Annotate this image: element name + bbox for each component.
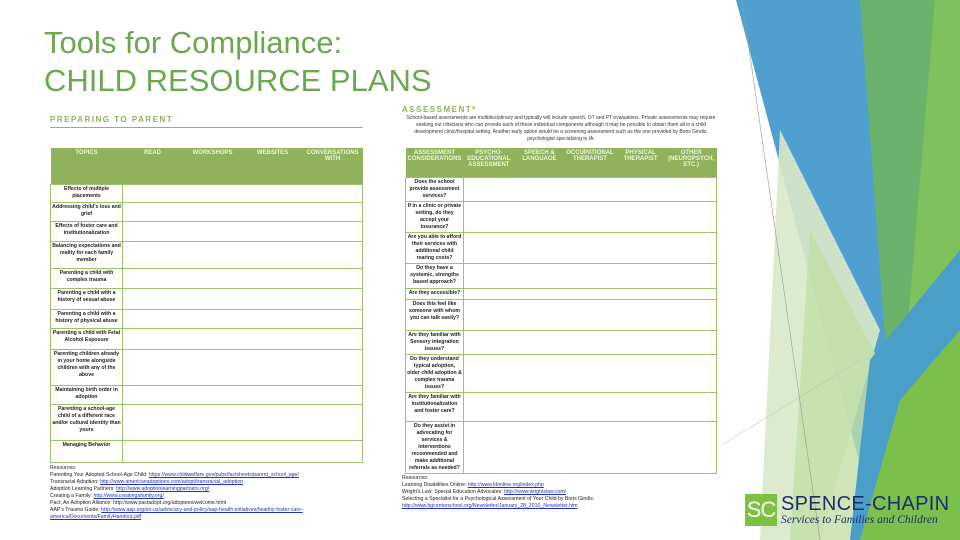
resource-label: AAP's Trauma Guide: bbox=[50, 507, 102, 513]
row-label: Maintaining birth order in adoption bbox=[51, 385, 123, 404]
table-row bbox=[51, 349, 363, 385]
table-row bbox=[406, 288, 717, 299]
table-row bbox=[51, 288, 363, 309]
resource-label: Learning Disabilities Online: bbox=[402, 482, 468, 488]
column-header: OTHER (NEUROPSYCH, ETC.) bbox=[666, 148, 717, 177]
column-header: PSYCHO-EDUCATIONAL ASSESSMENT bbox=[464, 148, 515, 177]
empty-cells[interactable] bbox=[123, 221, 363, 241]
resource-label: Selecting a Specialist for a Psychological Assessment of Your Child by Boris Gindis: bbox=[402, 496, 595, 502]
table-row bbox=[51, 241, 363, 268]
resource-link[interactable]: http://www.adoptionlearningpartners.org/ bbox=[116, 486, 210, 492]
table-row bbox=[406, 299, 717, 330]
row-label: Are they familiar with Sensory integration issues? bbox=[406, 330, 464, 354]
assessment-heading: ASSESSMENT* bbox=[402, 105, 477, 114]
title-line-1: Tools for Compliance: bbox=[44, 25, 343, 60]
resource-link[interactable]: http://www.bgcenterschool.org/Newsletter/January_28_2010_Newsletter.htm bbox=[402, 503, 578, 509]
resource-item bbox=[50, 479, 320, 486]
table-row bbox=[51, 184, 363, 202]
resource-label: Transracial Adoption: bbox=[50, 479, 100, 485]
empty-cells[interactable] bbox=[123, 404, 363, 440]
row-label: Are they accessible? bbox=[406, 288, 464, 299]
resource-item bbox=[402, 482, 702, 489]
preparing-table bbox=[50, 148, 363, 463]
row-label: Managing Behavior bbox=[51, 440, 123, 462]
row-label: Effects of foster care and institutionalization bbox=[51, 221, 123, 241]
empty-cells[interactable] bbox=[464, 201, 717, 232]
row-label: Do they assist in advocating for services & interventions recommended and make additional referrals as needed? bbox=[406, 421, 464, 473]
empty-cells[interactable] bbox=[123, 385, 363, 404]
table-row bbox=[51, 404, 363, 440]
empty-cells[interactable] bbox=[464, 288, 717, 299]
preparing-resources bbox=[50, 465, 320, 521]
column-header: READ bbox=[123, 148, 183, 184]
table-row bbox=[51, 268, 363, 288]
resources-label: Resources: bbox=[402, 475, 429, 481]
resource-link[interactable]: http://www.aap.org/en-us/advocacy-and-policy/aap-health-initiatives/healthy-foster-care-america/Documents/FamilyHandout.pdf bbox=[50, 507, 303, 520]
title-line-2: CHILD RESOURCE PLANS bbox=[44, 63, 432, 98]
resource-link[interactable]: http://www.wrightslaw.com/ bbox=[504, 489, 567, 495]
table-row bbox=[51, 309, 363, 328]
table-row bbox=[406, 263, 717, 288]
empty-cells[interactable] bbox=[123, 268, 363, 288]
row-label: Parenting a child with a history of physical abuse bbox=[51, 309, 123, 328]
logo-mark: SC bbox=[745, 494, 777, 526]
empty-cells[interactable] bbox=[123, 349, 363, 385]
preparing-heading: PREPARING TO PARENT bbox=[50, 115, 174, 124]
empty-cells[interactable] bbox=[464, 263, 717, 288]
row-label: Are you able to afford their services with additional child rearing costs? bbox=[406, 232, 464, 263]
resources-label: Resources: bbox=[50, 465, 77, 471]
table-row bbox=[406, 354, 717, 392]
resource-item bbox=[50, 493, 320, 500]
empty-cells[interactable] bbox=[464, 299, 717, 330]
resource-link[interactable]: http://www.creatingafamily.org/ bbox=[93, 493, 164, 499]
divider bbox=[50, 127, 363, 128]
row-label: Balancing expectations and reality for each family member bbox=[51, 241, 123, 268]
resource-label: Parenting Your Adopted School-Age Child: bbox=[50, 472, 149, 478]
empty-cells[interactable] bbox=[123, 184, 363, 202]
empty-cells[interactable] bbox=[123, 288, 363, 309]
resource-label: Wright's Law: Special Education Advocates: bbox=[402, 489, 505, 495]
resource-item bbox=[50, 486, 320, 493]
table-row bbox=[406, 201, 717, 232]
assessment-table bbox=[405, 148, 717, 474]
table-row bbox=[51, 221, 363, 241]
table-row bbox=[51, 202, 363, 221]
table-row bbox=[51, 385, 363, 404]
column-header: TOPICS bbox=[51, 148, 123, 184]
column-header: WORKSHOPS bbox=[183, 148, 243, 184]
table-row bbox=[406, 392, 717, 421]
resource-item bbox=[402, 503, 702, 510]
empty-cells[interactable] bbox=[123, 328, 363, 349]
column-header: WEBSITES bbox=[243, 148, 303, 184]
row-label: If in a clinic or private setting, do they accept your insurance? bbox=[406, 201, 464, 232]
logo-tagline: Services to Families and Children bbox=[781, 514, 938, 526]
empty-cells[interactable] bbox=[464, 177, 717, 201]
empty-cells[interactable] bbox=[464, 421, 717, 473]
resource-item bbox=[402, 489, 702, 496]
table-row bbox=[406, 421, 717, 473]
table-row bbox=[406, 177, 717, 201]
row-label: Parenting a child with complex trauma bbox=[51, 268, 123, 288]
row-label: Parenting a child with Fetal Alcohol Exposure bbox=[51, 328, 123, 349]
resource-item bbox=[50, 472, 320, 479]
assessment-resources bbox=[402, 475, 702, 510]
resource-label: Adoption Learning Partners: bbox=[50, 486, 117, 492]
slide-title bbox=[44, 24, 432, 100]
spence-chapin-logo bbox=[745, 494, 949, 526]
empty-cells[interactable] bbox=[123, 241, 363, 268]
column-header: PHYSICAL THERAPIST bbox=[615, 148, 666, 177]
empty-cells[interactable] bbox=[123, 440, 363, 462]
row-label: Do they understand typical adoption, older child adoption & complex trauma issues? bbox=[406, 354, 464, 392]
resource-item bbox=[402, 496, 702, 503]
row-label: Parenting children already in your home alongside children with any of the above bbox=[51, 349, 123, 385]
empty-cells[interactable] bbox=[464, 354, 717, 392]
resource-item bbox=[50, 507, 320, 521]
table-row bbox=[406, 330, 717, 354]
resource-link[interactable]: https://www.childwelfare.gov/pubs/factsheets/parent_school_age/ bbox=[148, 472, 299, 478]
resource-link[interactable]: http://www.americanadoptions.com/adopt/transracial_adoption bbox=[99, 479, 244, 485]
row-label: Does this feel like someone with whom you can talk easily? bbox=[406, 299, 464, 330]
table-row bbox=[51, 328, 363, 349]
empty-cells[interactable] bbox=[464, 392, 717, 421]
row-label: Addressing child's loss and grief bbox=[51, 202, 123, 221]
resource-item bbox=[50, 500, 320, 507]
resource-label: Creating a Family: bbox=[50, 493, 94, 499]
table-row bbox=[51, 440, 363, 462]
table-header-row bbox=[51, 148, 363, 184]
empty-cells[interactable] bbox=[123, 202, 363, 221]
row-label: Do they have a systemic, strengths based approach? bbox=[406, 263, 464, 288]
empty-cells[interactable] bbox=[464, 232, 717, 263]
row-label: Effects of multiple placements bbox=[51, 184, 123, 202]
column-header: OCCUPATIONAL THERAPIST bbox=[565, 148, 616, 177]
table-header-row bbox=[406, 148, 717, 177]
logo-name: SPENCE-CHAPIN bbox=[781, 493, 950, 515]
empty-cells[interactable] bbox=[123, 309, 363, 328]
table-row bbox=[406, 232, 717, 263]
column-header: CONVERSATIONS WITH bbox=[303, 148, 363, 184]
assessment-intro: School-based assessments are multidisciplinary and typically will include speech, OT and PT evaluations. Private assessments may require seeking out clinicians who can provide each of these individual components although it may be possible to obtain them all in a child development clinic/hospital setting. Another early option would be a screening assessment such as the one provided by Boris Gindis, psychologist specializing in IA. bbox=[406, 115, 716, 142]
column-header: SPEECH & LANGUAGE bbox=[514, 148, 565, 177]
resource-link[interactable]: http://www.ldonline.org/index.php bbox=[467, 482, 544, 488]
row-label: Parenting a child with a history of sexual abuse bbox=[51, 288, 123, 309]
row-label: Does the school provide assessment services? bbox=[406, 177, 464, 201]
row-label: Parenting a school-age child of a different race and/or cultural identity than yours bbox=[51, 404, 123, 440]
row-label: Are they familiar with institutionalization and foster care? bbox=[406, 392, 464, 421]
column-header: ASSESSMENT CONSIDERATIONS bbox=[406, 148, 464, 177]
resource-label: Pact, An Adoption Alliance: http://www.pactadopt.org/adoptees/welcome.html bbox=[50, 500, 227, 506]
empty-cells[interactable] bbox=[464, 330, 717, 354]
